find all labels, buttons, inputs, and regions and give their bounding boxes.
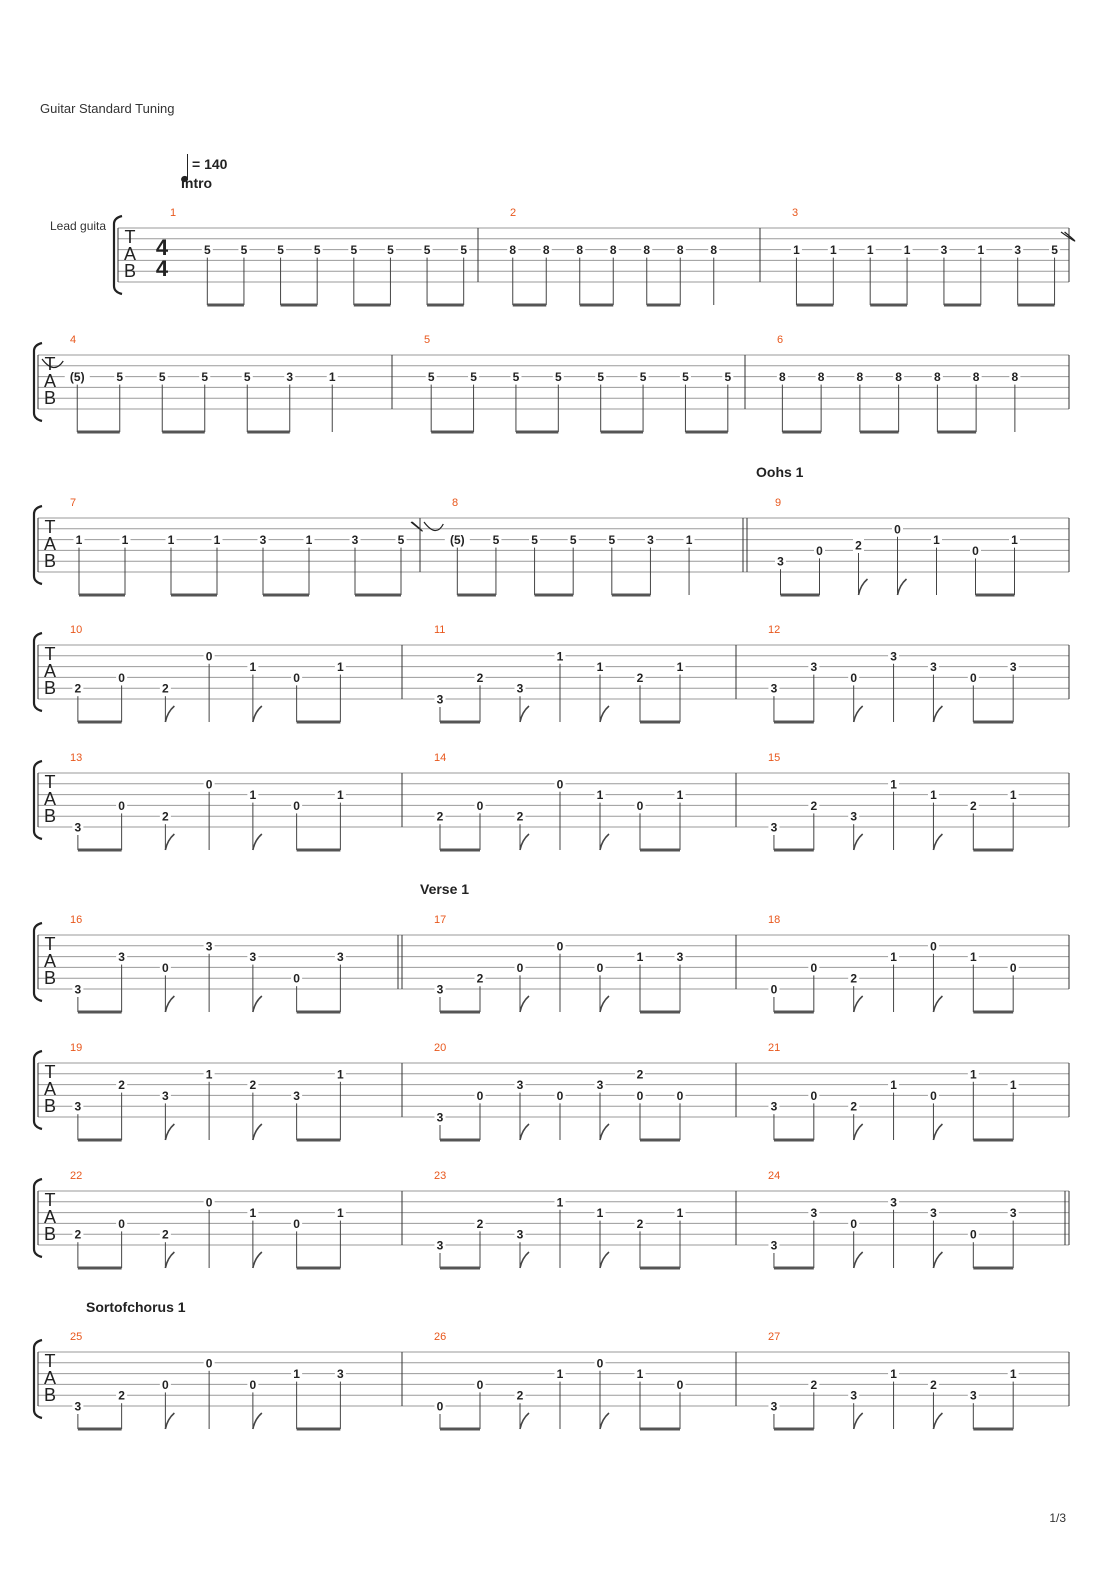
fret-number: 0 — [930, 939, 937, 954]
fret-number: 3 — [74, 1399, 82, 1414]
fret-number: 3 — [940, 243, 948, 258]
measure-number: 21 — [768, 1042, 781, 1054]
fret-number: 0 — [162, 1377, 169, 1392]
note-flag — [854, 1413, 863, 1429]
fret-number: 3 — [676, 950, 684, 965]
fret-number: 1 — [121, 533, 129, 548]
note-flag — [933, 834, 942, 850]
measure-number: 14 — [434, 752, 447, 764]
fret-number: 1 — [556, 649, 564, 664]
fret-number: 1 — [676, 788, 684, 803]
note-flag — [933, 1124, 942, 1140]
fret-number: 3 — [74, 1099, 82, 1114]
fret-number: 0 — [596, 960, 604, 975]
fret-number: 1 — [337, 1206, 344, 1221]
fret-number: 5 — [427, 370, 435, 385]
fret-number: 2 — [636, 670, 644, 685]
fret-number: 1 — [903, 243, 911, 258]
fret-number: 0 — [810, 960, 818, 975]
fret-number: 1 — [556, 1195, 564, 1210]
note-flag — [520, 706, 529, 722]
measure-number: 27 — [768, 1331, 781, 1343]
fret-number: 2 — [516, 1388, 524, 1403]
fret-number: 0 — [118, 798, 125, 813]
fret-number: 0 — [205, 1356, 213, 1371]
fret-number: 3 — [74, 982, 82, 997]
fret-number: 3 — [810, 660, 818, 675]
fret-number: 0 — [596, 1356, 604, 1371]
fret-number: 0 — [162, 960, 169, 975]
measure-number: 1 — [170, 207, 177, 219]
measure-number: 17 — [434, 914, 447, 926]
tab-clef-letter: A — [43, 371, 57, 391]
fret-number: 3 — [647, 533, 654, 548]
note-flag — [600, 1252, 609, 1268]
note-flag — [520, 834, 529, 850]
fret-number: (5) — [69, 370, 85, 385]
section-oohs: Oohs 1 — [756, 464, 804, 480]
tab-clef-letter: A — [43, 789, 57, 809]
tie-arc — [411, 522, 422, 531]
fret-number: 2 — [476, 1216, 484, 1231]
tab-clef-letter: T — [44, 354, 56, 374]
tab-clef-letter: A — [43, 951, 57, 971]
fret-number: 1 — [890, 1078, 897, 1093]
fret-number: 2 — [162, 1227, 169, 1242]
fret-number: 0 — [816, 543, 823, 558]
note-flag — [854, 1252, 863, 1268]
fret-number: 2 — [74, 681, 82, 696]
tab-clef-letter: B — [43, 1096, 57, 1116]
fret-number: 3 — [810, 1206, 818, 1221]
time-signature-bottom: 4 — [155, 256, 169, 281]
note-flag — [854, 706, 863, 722]
fret-number: 8 — [1011, 370, 1019, 385]
fret-number: 1 — [1009, 788, 1017, 803]
tab-clef-letter: T — [44, 1190, 56, 1210]
fret-number: 2 — [476, 670, 484, 685]
note-flag — [165, 1413, 174, 1429]
fret-number: 5 — [639, 370, 647, 385]
fret-number: 5 — [243, 370, 251, 385]
note-flag — [854, 1124, 863, 1140]
fret-number: 0 — [636, 1088, 644, 1103]
tab-clef-letter: B — [43, 678, 57, 698]
note-flag — [520, 1252, 529, 1268]
fret-number: 5 — [569, 533, 577, 548]
measure-number: 15 — [768, 752, 781, 764]
fret-number: 1 — [866, 243, 874, 258]
fret-number: 0 — [293, 971, 300, 986]
fret-number: 1 — [596, 788, 604, 803]
fret-number: 1 — [337, 1067, 344, 1082]
fret-number: 5 — [277, 243, 284, 258]
measure-number: 2 — [510, 207, 517, 219]
fret-number: 3 — [770, 681, 778, 696]
measure-number: 6 — [777, 334, 784, 346]
note-flag — [520, 996, 529, 1012]
measure-number: 13 — [70, 752, 83, 764]
fret-number: 2 — [118, 1078, 125, 1093]
fret-number: 1 — [293, 1367, 300, 1382]
fret-number: 5 — [313, 243, 321, 258]
measure-number: 3 — [792, 207, 799, 219]
measure-number: 9 — [775, 497, 782, 509]
fret-number: 3 — [890, 649, 897, 664]
tab-clef-letter: B — [43, 1224, 57, 1244]
fret-number: 3 — [351, 533, 359, 548]
fret-number: 3 — [286, 370, 294, 385]
fret-number: 3 — [259, 533, 267, 548]
fret-number: 2 — [850, 971, 858, 986]
fret-number: 5 — [387, 243, 394, 258]
instrument-label: Lead guita — [50, 219, 107, 233]
fret-number: 1 — [249, 1206, 257, 1221]
fret-number: 0 — [972, 543, 979, 558]
measure-number: 19 — [70, 1042, 83, 1054]
tab-clef-letter: T — [44, 517, 56, 537]
fret-number: 3 — [850, 1388, 858, 1403]
page-number: 1/3 — [1049, 1511, 1066, 1525]
fret-number: 2 — [850, 1099, 858, 1114]
measure-number: 12 — [768, 624, 781, 636]
fret-number: 2 — [162, 809, 169, 824]
note-flag — [933, 706, 942, 722]
tab-clef-letter: A — [123, 244, 137, 264]
fret-number: 3 — [205, 939, 213, 954]
note-flag — [933, 996, 942, 1012]
fret-number: 2 — [162, 681, 169, 696]
tab-clef-letter: T — [44, 1062, 56, 1082]
fret-number: 3 — [293, 1088, 300, 1103]
fret-number: 3 — [1009, 1206, 1017, 1221]
fret-number: 2 — [930, 1377, 937, 1392]
fret-number: 1 — [890, 1367, 897, 1382]
fret-number: 0 — [676, 1088, 684, 1103]
fret-number: 1 — [596, 1206, 604, 1221]
fret-number: 8 — [710, 243, 718, 258]
fret-number: 1 — [685, 533, 693, 548]
note-flag — [253, 834, 262, 850]
note-flag — [165, 996, 174, 1012]
fret-number: 0 — [556, 1088, 564, 1103]
tab-clef-letter: T — [124, 227, 136, 247]
fret-number: 1 — [75, 533, 83, 548]
fret-number: 1 — [1011, 533, 1018, 548]
time-signature-top: 4 — [155, 235, 169, 260]
fret-number: 3 — [516, 1078, 524, 1093]
fret-number: 3 — [930, 660, 937, 675]
note-flag — [253, 1413, 262, 1429]
fret-number: 0 — [249, 1377, 257, 1392]
fret-number: 8 — [972, 370, 980, 385]
fret-number: 2 — [516, 809, 524, 824]
fret-number: 8 — [817, 370, 825, 385]
fret-number: 3 — [436, 692, 444, 707]
note-flag — [165, 1252, 174, 1268]
fret-number: 8 — [934, 370, 941, 385]
fret-number: 2 — [810, 1377, 818, 1392]
tab-clef-letter: A — [43, 661, 57, 681]
measure-number: 4 — [70, 334, 77, 346]
note-flag — [520, 1124, 529, 1140]
fret-number: 1 — [636, 950, 644, 965]
fret-number: 1 — [249, 788, 257, 803]
measure-number: 22 — [70, 1170, 83, 1182]
fret-number: 5 — [512, 370, 520, 385]
note-flag — [859, 579, 868, 595]
measure-number: 10 — [70, 624, 83, 636]
fret-number: 3 — [969, 1388, 977, 1403]
fret-number: 5 — [158, 370, 166, 385]
fret-number: 0 — [930, 1088, 937, 1103]
measure-number: 16 — [70, 914, 83, 926]
fret-number: 0 — [676, 1377, 684, 1392]
fret-number: 0 — [969, 670, 977, 685]
fret-number: 3 — [930, 1206, 937, 1221]
tab-clef-letter: A — [43, 1207, 57, 1227]
note-flag — [933, 1252, 942, 1268]
fret-number: 5 — [116, 370, 124, 385]
fret-number: 5 — [724, 370, 732, 385]
note-flag — [520, 1413, 529, 1429]
tie-arc — [1061, 232, 1075, 241]
fret-number: 5 — [554, 370, 562, 385]
fret-number: 0 — [556, 939, 564, 954]
fret-number: 3 — [770, 1099, 778, 1114]
fret-number: 8 — [676, 243, 684, 258]
measure-number: 23 — [434, 1170, 447, 1182]
fret-number: 3 — [162, 1088, 169, 1103]
fret-number: 0 — [969, 1227, 977, 1242]
section-verse: Verse 1 — [420, 881, 470, 897]
fret-number: 3 — [770, 1399, 778, 1414]
fret-number: 0 — [205, 649, 213, 664]
fret-number: 1 — [793, 243, 800, 258]
fret-number: 3 — [337, 950, 344, 965]
fret-number: 8 — [856, 370, 864, 385]
note-flag — [898, 579, 907, 595]
fret-number: 2 — [436, 809, 444, 824]
note-flag — [854, 834, 863, 850]
fret-number: 0 — [850, 1216, 858, 1231]
fret-number: 0 — [118, 670, 125, 685]
fret-number: 5 — [201, 370, 209, 385]
fret-number: 5 — [682, 370, 689, 385]
note-flag — [165, 1124, 174, 1140]
measure-number: 11 — [434, 624, 446, 636]
fret-number: 5 — [597, 370, 605, 385]
fret-number: 0 — [770, 982, 778, 997]
note-flag — [854, 996, 863, 1012]
fret-number: 5 — [423, 243, 431, 258]
measure-number: 24 — [768, 1170, 781, 1182]
fret-number: 1 — [969, 1067, 977, 1082]
tab-clef-letter: T — [44, 934, 56, 954]
fret-number: 8 — [576, 243, 584, 258]
note-flag — [600, 996, 609, 1012]
measure-number: 5 — [424, 334, 431, 346]
fret-number: 1 — [829, 243, 837, 258]
tab-clef-letter: T — [44, 644, 56, 664]
tuning-label: Guitar Standard Tuning — [40, 101, 175, 116]
fret-number: 0 — [436, 1399, 444, 1414]
fret-number: 3 — [337, 1367, 344, 1382]
fret-number: 5 — [1051, 243, 1058, 258]
measure-number: 20 — [434, 1042, 447, 1054]
section-intro: Intro — [181, 175, 213, 191]
tab-clef-letter: B — [43, 806, 57, 826]
fret-number: 8 — [895, 370, 902, 385]
tempo-marking: = 140 — [192, 156, 228, 172]
fret-number: 0 — [1009, 960, 1017, 975]
fret-number: 3 — [596, 1078, 604, 1093]
fret-number: 8 — [779, 370, 786, 385]
fret-number: 3 — [436, 982, 444, 997]
fret-number: 1 — [676, 1206, 684, 1221]
fret-number: 3 — [770, 820, 778, 835]
fret-number: 3 — [850, 809, 858, 824]
fret-number: 0 — [636, 798, 644, 813]
tab-clef-letter: B — [43, 968, 57, 988]
fret-number: 0 — [556, 777, 564, 792]
fret-number: 8 — [509, 243, 517, 258]
fret-number: 5 — [460, 243, 468, 258]
fret-number: 0 — [894, 522, 901, 537]
fret-number: 2 — [636, 1067, 644, 1082]
fret-number: 2 — [636, 1216, 644, 1231]
fret-number: 0 — [516, 960, 524, 975]
measure-number: 7 — [70, 497, 77, 509]
fret-number: 1 — [213, 533, 221, 548]
fret-number: 3 — [777, 554, 784, 569]
section-chorus: Sortofchorus 1 — [86, 1299, 186, 1315]
fret-number: 8 — [643, 243, 651, 258]
fret-number: 5 — [492, 533, 500, 548]
tab-clef-letter: T — [44, 1351, 56, 1371]
fret-number: 2 — [74, 1227, 82, 1242]
note-flag — [165, 834, 174, 850]
tab-clef-letter: A — [43, 534, 57, 554]
fret-number: 3 — [1014, 243, 1022, 258]
fret-number: 0 — [293, 798, 300, 813]
measure-number: 25 — [70, 1331, 83, 1343]
fret-number: 1 — [596, 660, 604, 675]
note-flag — [600, 1124, 609, 1140]
fret-number: 1 — [676, 660, 684, 675]
note-flag — [600, 834, 609, 850]
tab-clef-letter: B — [43, 1385, 57, 1405]
fret-number: 5 — [350, 243, 358, 258]
fret-number: 1 — [930, 788, 937, 803]
fret-number: 1 — [1009, 1078, 1017, 1093]
fret-number: 0 — [205, 1195, 213, 1210]
fret-number: 3 — [516, 681, 524, 696]
fret-number: 0 — [293, 670, 300, 685]
fret-number: 5 — [203, 243, 211, 258]
fret-number: 2 — [969, 798, 977, 813]
fret-number: 1 — [890, 950, 897, 965]
fret-number: 3 — [890, 1195, 897, 1210]
fret-number: 0 — [850, 670, 858, 685]
note-flag — [165, 706, 174, 722]
fret-number: 3 — [436, 1238, 444, 1253]
fret-number: 1 — [969, 950, 977, 965]
measure-number: 8 — [452, 497, 459, 509]
fret-number: 3 — [770, 1238, 778, 1253]
fret-number: 0 — [205, 777, 213, 792]
fret-number: 1 — [636, 1367, 644, 1382]
fret-number: 1 — [328, 370, 336, 385]
tab-clef-letter: T — [44, 772, 56, 792]
fret-number: 5 — [531, 533, 538, 548]
tab-clef-letter: B — [43, 551, 57, 571]
fret-number: 1 — [249, 660, 257, 675]
fret-number: 3 — [516, 1227, 524, 1242]
fret-number: 0 — [118, 1216, 125, 1231]
note-flag — [253, 706, 262, 722]
tab-clef-letter: B — [123, 261, 137, 281]
fret-number: 1 — [337, 788, 344, 803]
fret-number: 3 — [436, 1110, 444, 1125]
fret-number: 0 — [293, 1216, 300, 1231]
fret-number: 2 — [855, 538, 862, 553]
fret-number: 0 — [476, 1377, 484, 1392]
fret-number: 1 — [205, 1067, 213, 1082]
fret-number: 1 — [337, 660, 344, 675]
fret-number: 3 — [118, 950, 125, 965]
note-flag — [933, 1413, 942, 1429]
fret-number: 1 — [1009, 1367, 1017, 1382]
note-flag — [253, 1252, 262, 1268]
note-flag — [253, 996, 262, 1012]
fret-number: 8 — [609, 243, 617, 258]
fret-number: 2 — [118, 1388, 125, 1403]
note-flag — [600, 706, 609, 722]
tab-clef-letter: A — [43, 1079, 57, 1099]
measure-number: 26 — [434, 1331, 447, 1343]
fret-number: (5) — [449, 533, 465, 548]
fret-number: 5 — [608, 533, 616, 548]
fret-number: 0 — [476, 798, 484, 813]
fret-number: 0 — [476, 1088, 484, 1103]
fret-number: 1 — [890, 777, 897, 792]
note-flag — [253, 1124, 262, 1140]
fret-number: 3 — [249, 950, 257, 965]
fret-number: 1 — [933, 533, 940, 548]
fret-number: 3 — [1009, 660, 1017, 675]
fret-number: 5 — [470, 370, 477, 385]
measure-number: 18 — [768, 914, 781, 926]
fret-number: 8 — [542, 243, 550, 258]
fret-number: 1 — [305, 533, 313, 548]
fret-number: 5 — [397, 533, 405, 548]
tab-clef-letter: A — [43, 1368, 57, 1388]
fret-number: 1 — [977, 243, 985, 258]
note-flag — [600, 1413, 609, 1429]
fret-number: 2 — [249, 1078, 257, 1093]
fret-number: 1 — [556, 1367, 564, 1382]
fret-number: 0 — [810, 1088, 818, 1103]
fret-number: 2 — [810, 798, 818, 813]
fret-number: 3 — [74, 820, 82, 835]
fret-number: 5 — [240, 243, 248, 258]
fret-number: 1 — [167, 533, 175, 548]
fret-number: 2 — [476, 971, 484, 986]
tab-clef-letter: B — [43, 388, 57, 408]
